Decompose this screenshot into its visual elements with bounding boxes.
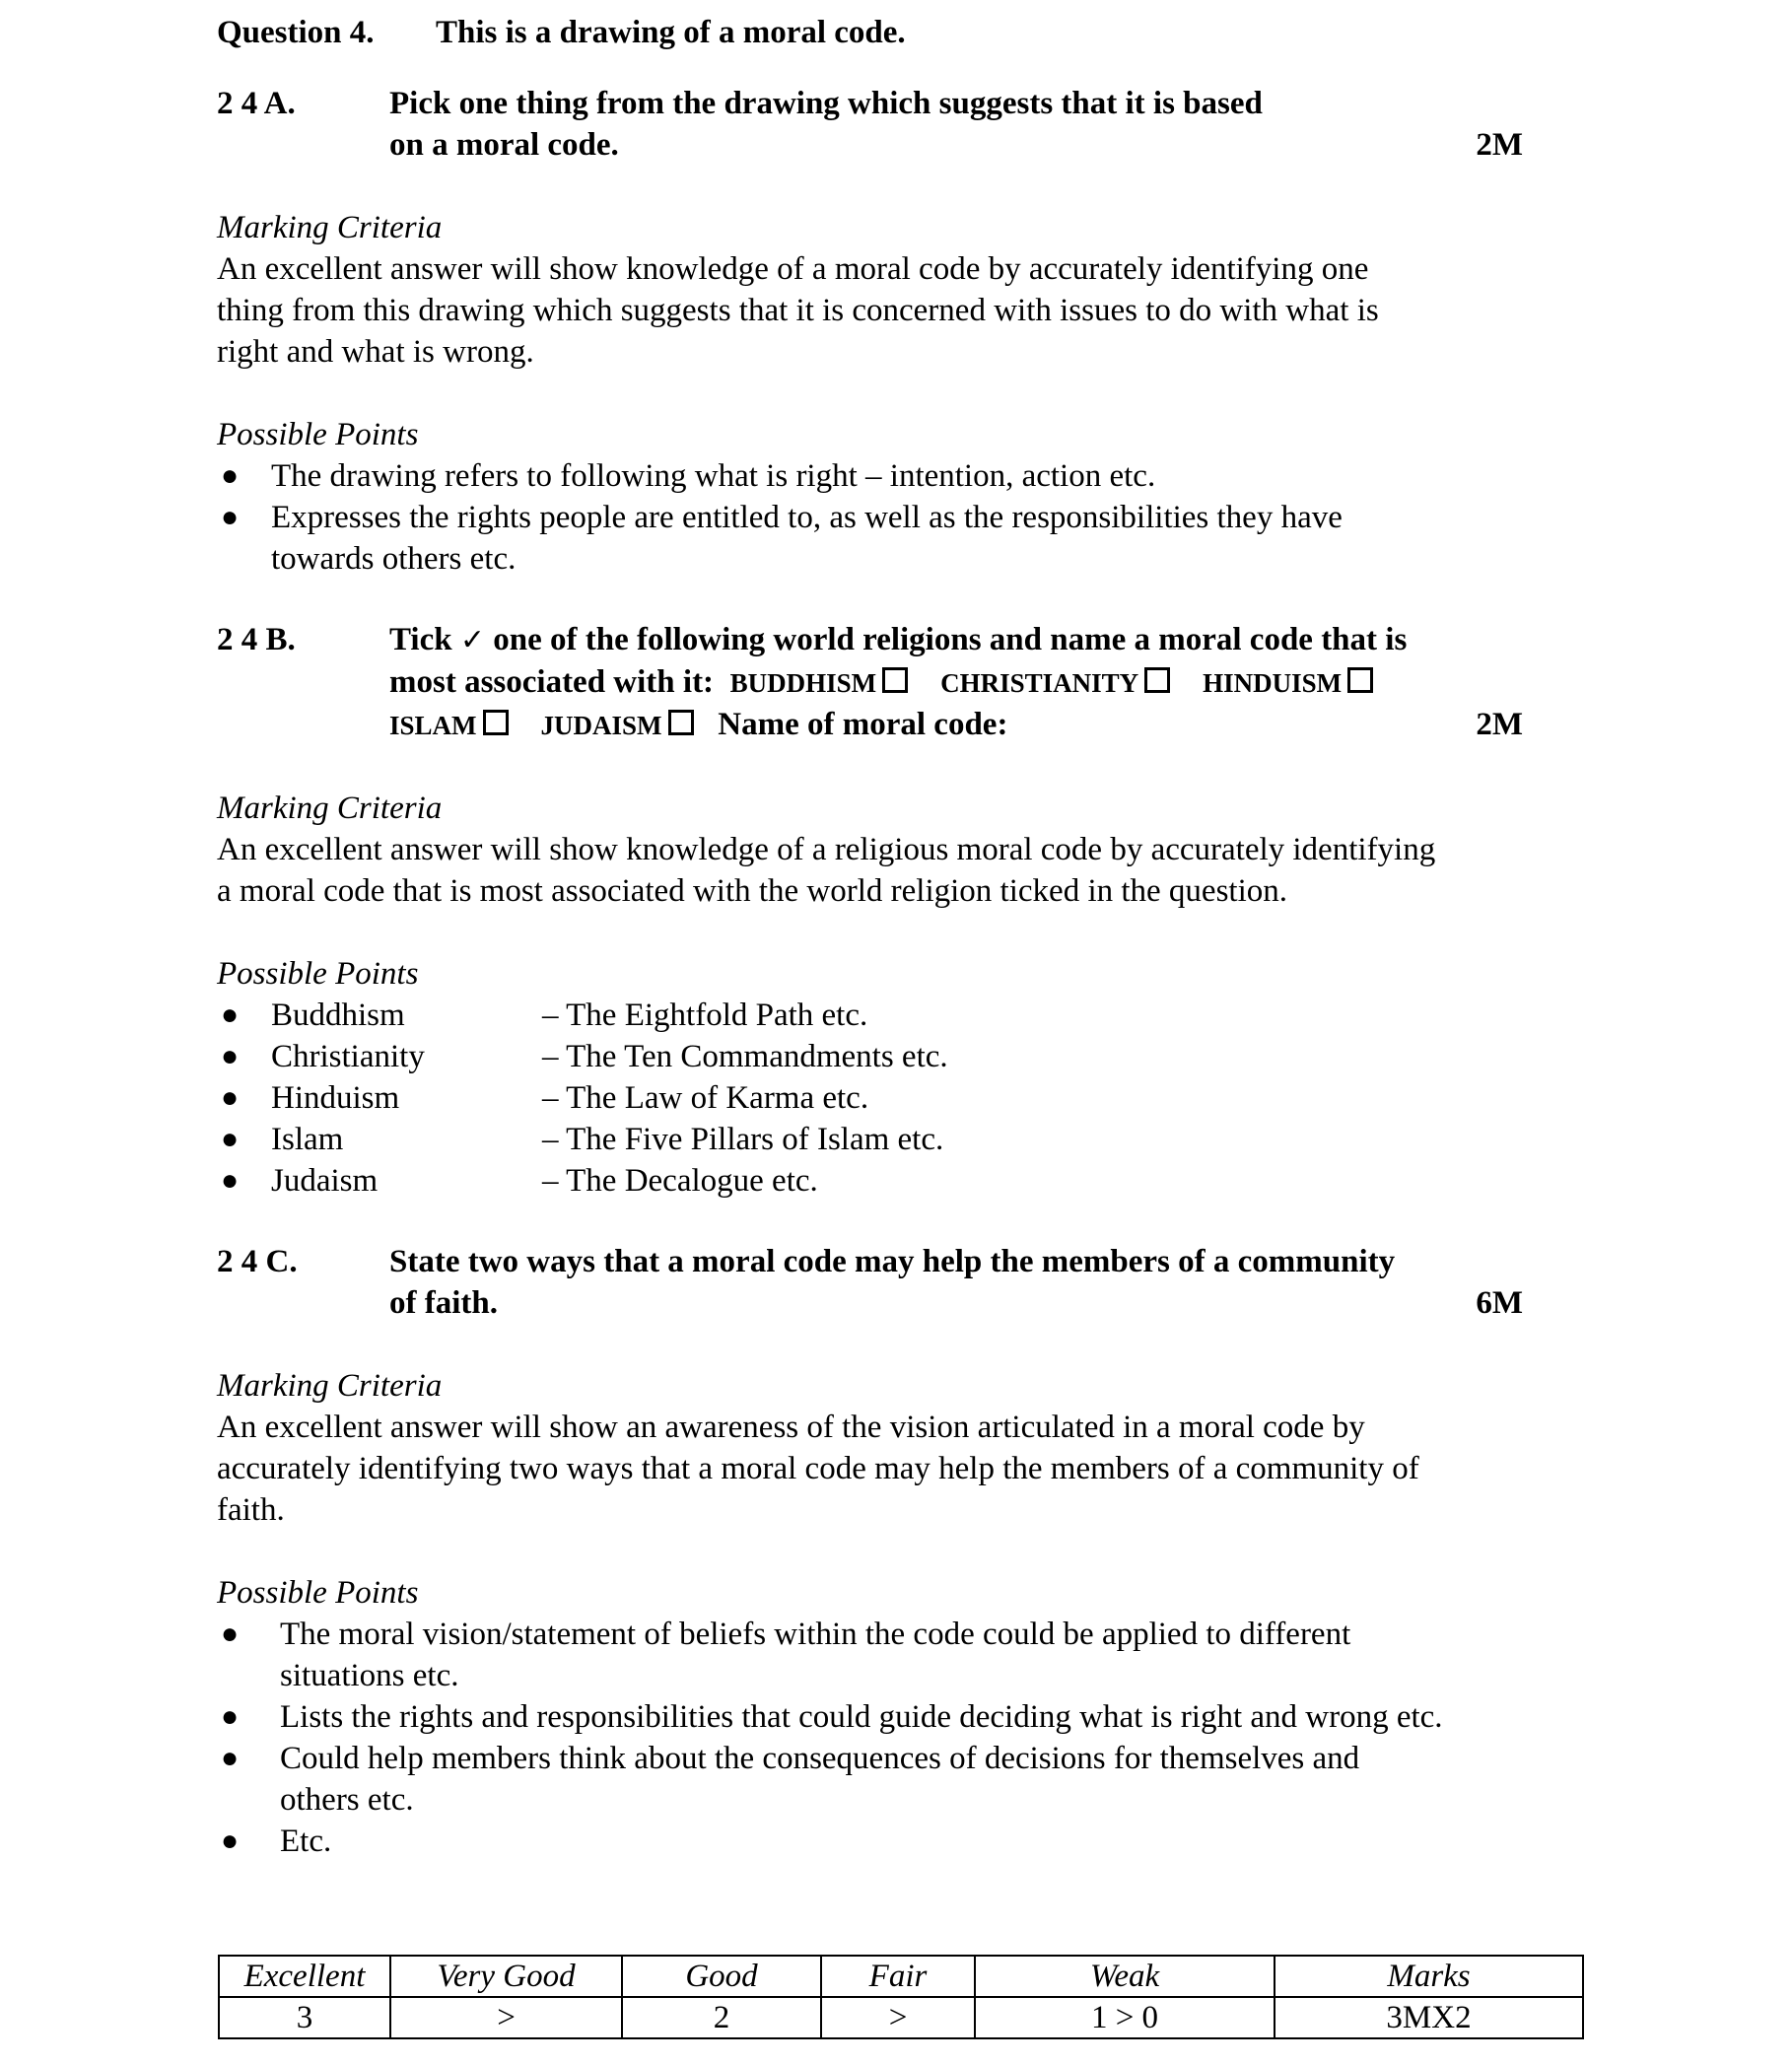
part-c-points-list — [217, 1614, 1577, 1862]
part-a-line: on a moral code. 2M — [389, 124, 1523, 166]
table-row — [219, 1997, 1583, 2038]
list-item: ● Judaism – The Decalogue etc. — [217, 1160, 1577, 1202]
part-a-points-heading: Possible Points — [217, 417, 419, 452]
part-b-marks: 2M — [1476, 707, 1523, 742]
part-c-criteria-text: An excellent answer will show an awareness of the vision articulated in a moral code by accurately identifying two ways that a moral code may help the members of a community of faith. — [217, 1410, 1419, 1528]
part-b-line: Tick ✓ one of the following world religions and name a moral code that is — [389, 622, 1408, 657]
part-c-marks: 6M — [1476, 1285, 1523, 1321]
option-buddhism: BUDDHISM — [730, 668, 909, 698]
checkbox-icon — [483, 710, 509, 735]
option-hinduism: HINDUISM — [1203, 668, 1373, 698]
question-title — [217, 12, 1577, 59]
list-item: ● The drawing refers to following what is right – intention, action etc. — [217, 455, 1577, 497]
part-b-question — [217, 619, 1577, 746]
table-cell: 1 > 0 — [975, 1997, 1275, 2038]
checkbox-icon — [1144, 667, 1170, 693]
question-number: Question 4. — [217, 15, 375, 50]
grading-scale-table — [218, 1955, 1584, 2039]
list-item: ● Could help members think about the consequences of decisions for themselves and others etc. — [217, 1738, 1577, 1821]
list-item: ● Expresses the rights people are entitled to, as well as the responsibilities they have towards others etc. — [217, 497, 1577, 580]
bullet-icon: ● — [221, 1081, 240, 1114]
name-of-moral-code-label: Name of moral code: — [718, 707, 1008, 742]
bullet-icon: ● — [221, 998, 240, 1031]
list-item: ● Hinduism – The Law of Karma etc. — [217, 1077, 1577, 1119]
part-c-line: of faith. 6M — [389, 1282, 1523, 1324]
checkbox-icon — [668, 710, 694, 735]
table-header-cell: Fair — [821, 1956, 975, 1997]
option-islam: ISLAM — [389, 711, 509, 740]
bullet-icon: ● — [221, 1123, 240, 1155]
part-b-line: most associated with it: BUDDHISM CHRISTIANITY HINDUISM — [389, 661, 1523, 704]
table-header-cell: Weak — [975, 1956, 1275, 1997]
part-a-label: 2 4 A. — [217, 86, 296, 121]
bullet-icon: ● — [221, 459, 240, 492]
table-header-cell: Very Good — [390, 1956, 622, 1997]
part-c-question — [217, 1241, 1577, 1324]
table-header-cell: Marks — [1275, 1956, 1583, 1997]
bullet-icon: ● — [221, 1040, 240, 1072]
bullet-icon: ● — [221, 1742, 240, 1774]
list-item: ● Christianity – The Ten Commandments etc. — [217, 1036, 1577, 1077]
part-b-points-list — [217, 995, 1577, 1202]
table-cell: > — [390, 1997, 622, 2038]
part-c-criteria-heading: Marking Criteria — [217, 1368, 443, 1404]
part-a-points-list — [217, 455, 1577, 580]
table-cell: > — [821, 1997, 975, 2038]
option-christianity: CHRISTIANITY — [940, 668, 1170, 698]
part-b-points-heading: Possible Points — [217, 956, 419, 992]
part-a-line: Pick one thing from the drawing which suggests that it is based — [389, 86, 1263, 121]
bullet-icon: ● — [221, 501, 240, 533]
part-b-line — [389, 704, 1523, 746]
question-text: This is a drawing of a moral code. — [436, 15, 906, 50]
table-cell: 3 — [219, 1997, 390, 2038]
part-c-line: State two ways that a moral code may help the members of a community — [389, 1244, 1396, 1279]
part-b-criteria-heading: Marking Criteria — [217, 791, 443, 826]
part-b-label: 2 4 B. — [217, 622, 296, 657]
marking-scheme-page — [217, 12, 1577, 1862]
list-item: ● The moral vision/statement of beliefs within the code could be applied to different situations etc. — [217, 1614, 1577, 1696]
table-cell: 2 — [622, 1997, 821, 2038]
table-header-cell: Excellent — [219, 1956, 390, 1997]
part-c-points-heading: Possible Points — [217, 1575, 419, 1611]
checkbox-icon — [882, 667, 908, 693]
table-header-cell: Good — [622, 1956, 821, 1997]
table-header-row — [219, 1956, 1583, 1997]
part-a-marks: 2M — [1476, 127, 1523, 163]
list-item: ● Lists the rights and responsibilities that could guide deciding what is right and wrong etc. — [217, 1696, 1577, 1738]
bullet-icon: ● — [221, 1618, 240, 1650]
list-item: ● Buddhism – The Eightfold Path etc. — [217, 995, 1577, 1036]
checkbox-icon — [1347, 667, 1373, 693]
checkmark-icon: ✓ — [459, 623, 485, 657]
part-a-question — [217, 83, 1577, 166]
table-cell: 3MX2 — [1275, 1997, 1583, 2038]
list-item: ● Etc. — [217, 1821, 1577, 1862]
bullet-icon: ● — [221, 1824, 240, 1857]
part-b-criteria-text: An excellent answer will show knowledge of a religious moral code by accurately identifying a moral code that is most associated with the world religion ticked in the question. — [217, 832, 1436, 909]
bullet-icon: ● — [221, 1164, 240, 1197]
option-judaism: JUDAISM — [541, 711, 694, 740]
bullet-icon: ● — [221, 1700, 240, 1733]
part-c-label: 2 4 C. — [217, 1244, 298, 1279]
list-item: ● Islam – The Five Pillars of Islam etc. — [217, 1119, 1577, 1160]
part-a-criteria-text: An excellent answer will show knowledge of a moral code by accurately identifying one thing from this drawing which suggests that it is concerned with issues to do with what is right and what is wrong. — [217, 251, 1379, 370]
part-a-criteria-heading: Marking Criteria — [217, 210, 443, 245]
